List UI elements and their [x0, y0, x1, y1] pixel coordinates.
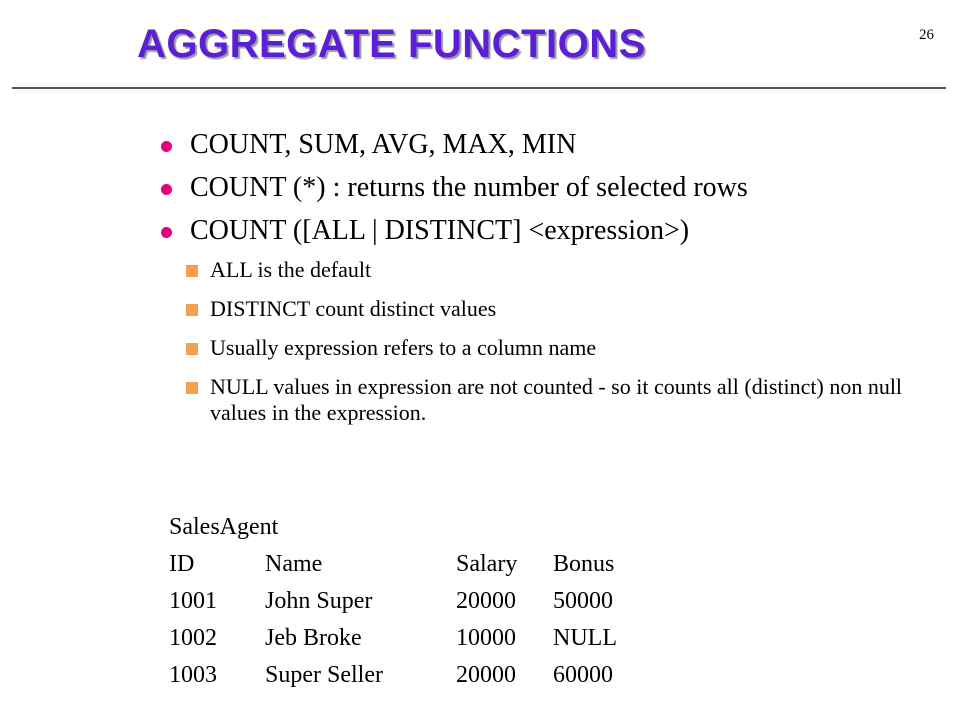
sub-bullet-text: ALL is the default — [210, 257, 372, 282]
cell-salary: 10000 — [456, 625, 516, 651]
bullet-item — [160, 214, 940, 248]
cell-salary: 20000 — [456, 662, 516, 688]
header-id: ID — [169, 551, 195, 577]
sub-bullet-text: DISTINCT count distinct values — [210, 296, 497, 321]
sub-bullet-item — [186, 335, 940, 361]
cell-bonus: 60000 — [553, 662, 613, 688]
cell-bonus: 50000 — [553, 588, 613, 614]
sales-agent-table-block — [169, 509, 617, 694]
cell-salary: 20000 — [456, 588, 516, 614]
cell-name: Super Seller — [265, 662, 383, 688]
bullet-dot-icon — [161, 184, 172, 195]
cell-id: 1003 — [169, 662, 217, 688]
diamond-bullet-icon — [186, 265, 198, 277]
diamond-bullet-icon — [186, 304, 198, 316]
sub-bullet-list — [186, 257, 940, 426]
bullet-item — [160, 171, 940, 205]
cell-bonus: NULL — [553, 625, 617, 651]
sub-bullet-item — [186, 374, 910, 426]
header-bonus: Bonus — [553, 551, 615, 577]
bullet-item — [160, 128, 940, 162]
header-name: Name — [265, 551, 323, 577]
table-header-row — [169, 546, 617, 583]
table-row — [169, 657, 617, 694]
header-salary: Salary — [456, 551, 518, 577]
bullet-text: COUNT (*) : returns the number of selected rows — [190, 172, 748, 203]
diamond-bullet-icon — [186, 343, 198, 355]
page-number: 26 — [919, 27, 934, 43]
bullet-dot-icon — [161, 141, 172, 152]
cell-id: 1001 — [169, 588, 217, 614]
title-divider — [12, 87, 946, 89]
table-caption: SalesAgent — [169, 514, 279, 540]
sub-bullet-item — [186, 257, 940, 283]
bullet-text: COUNT ([ALL | DISTINCT] <expression>) — [190, 215, 690, 246]
diamond-bullet-icon — [186, 382, 198, 394]
bullet-list — [160, 128, 940, 426]
bullet-dot-icon — [161, 227, 172, 238]
slide-title: AGGREGATE FUNCTIONS — [137, 22, 646, 66]
sub-bullet-text: Usually expression refers to a column name — [210, 335, 597, 360]
sub-bullet-item — [186, 296, 940, 322]
cell-id: 1002 — [169, 625, 217, 651]
sales-agent-table — [169, 546, 617, 694]
sub-bullet-text: NULL values in expression are not counted - so it counts all (distinct) non null values in the expression. — [210, 374, 903, 425]
cell-name: John Super — [265, 588, 373, 614]
bullet-text: COUNT, SUM, AVG, MAX, MIN — [190, 129, 577, 160]
table-row — [169, 620, 617, 657]
cell-name: Jeb Broke — [265, 625, 362, 651]
table-row — [169, 583, 617, 620]
